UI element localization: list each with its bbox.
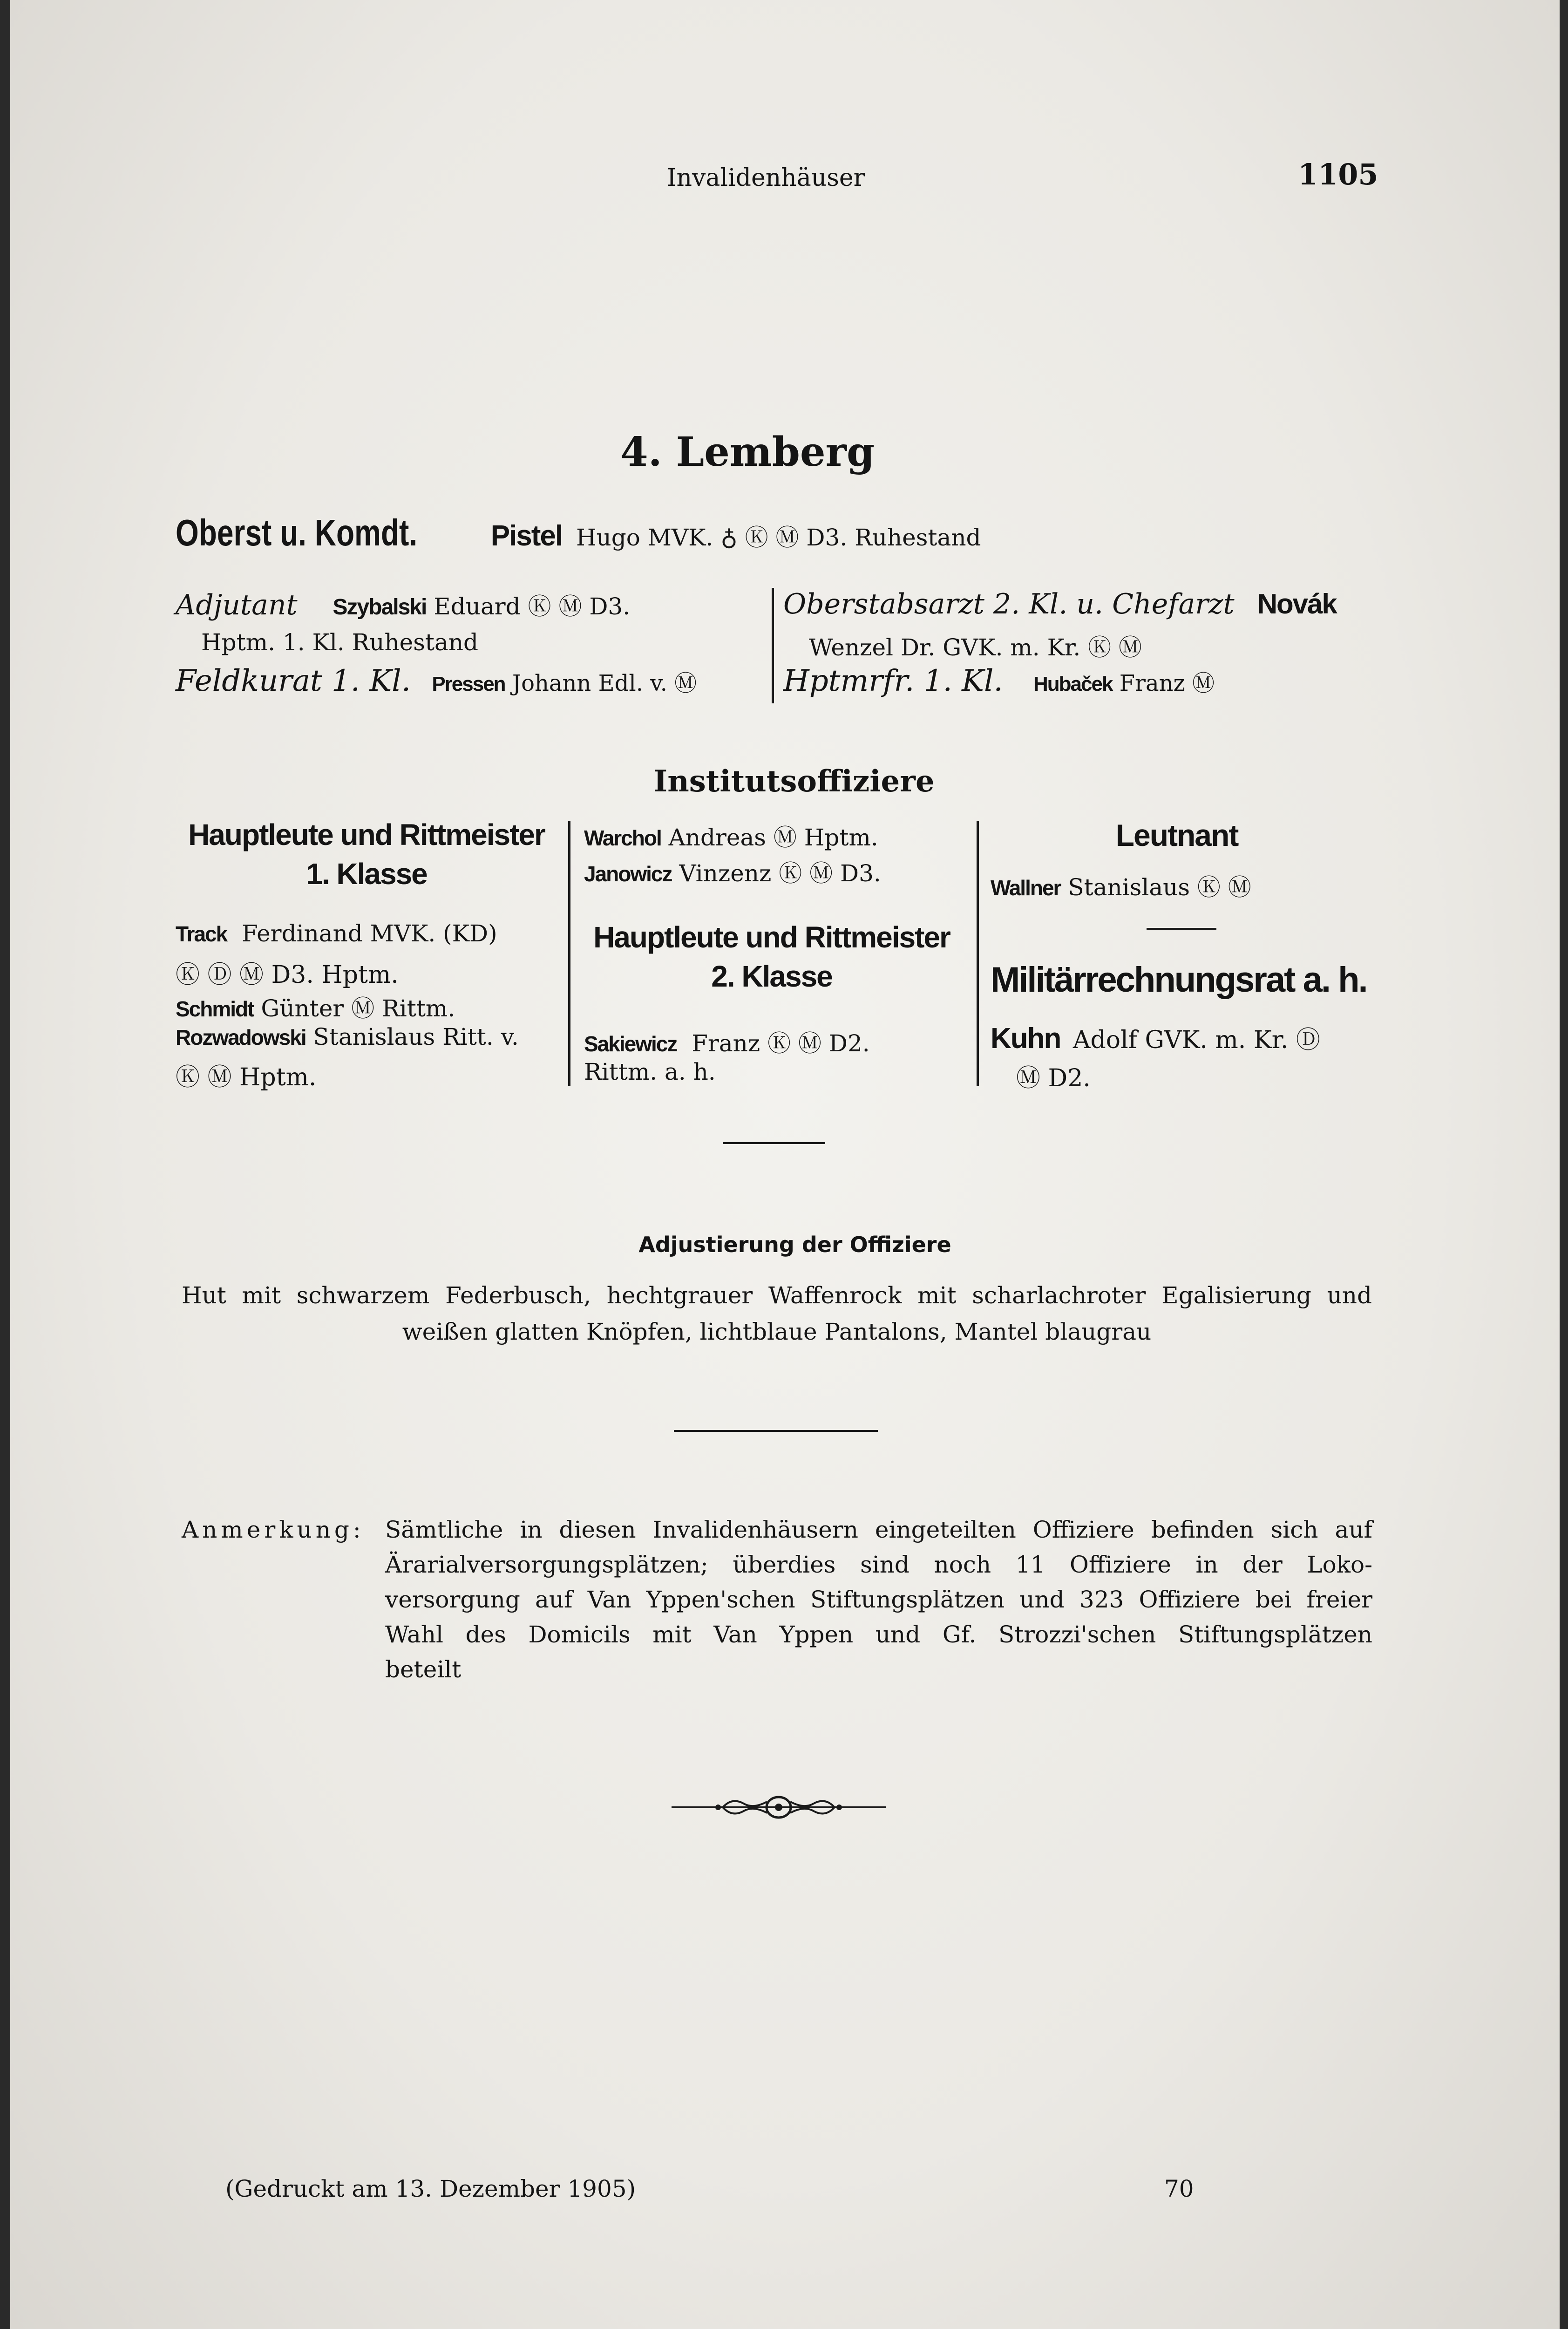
footer-sheet-number: 70 — [1164, 2175, 1194, 2202]
uniform-separator — [674, 1430, 878, 1432]
commander-details: Hugo MVK. ♁ Ⓚ Ⓜ D3. Ruhestand — [576, 524, 981, 551]
col3-entry1 — [991, 869, 1251, 902]
chaplain-entry — [176, 664, 697, 698]
col2-entry2-surname: Janowicz — [584, 862, 672, 886]
page-number: 1105 — [1298, 157, 1378, 191]
adjutant-line2: Hptm. 1. Kl. Ruhestand — [201, 629, 479, 656]
column-divider-1 — [568, 821, 570, 1086]
col3-entry1-details: Stanislaus Ⓚ Ⓜ — [1068, 874, 1251, 901]
col3-heading: Leutnant — [1115, 818, 1238, 852]
chaplain-details: Johann Edl. v. Ⓜ — [512, 670, 697, 696]
col2-heading — [576, 920, 967, 994]
footer-printed: (Gedruckt am 13. Dezember 1905) — [225, 2175, 636, 2202]
col1-entry1-surname: Track — [176, 922, 227, 946]
section-separator — [723, 1142, 825, 1144]
running-header-title: Invalidenhäuser — [667, 164, 865, 192]
staff-divider — [772, 588, 774, 703]
col1-entry1-line2: Ⓚ Ⓓ Ⓜ D3. Hptm. — [176, 961, 399, 989]
section-title: 4. Lemberg — [620, 429, 875, 476]
note-line3: versorgung auf Van Yppen'schen Stiftungsplätzen und 323 Offiziere bei freier — [385, 1586, 1372, 1613]
commander-surname: Pistel — [490, 520, 563, 552]
col1-heading — [176, 817, 557, 891]
col3-entry1-surname: Wallner — [991, 876, 1061, 900]
pharmacist-role: Hptmrfr. 1. Kl. — [783, 664, 1003, 698]
chaplain-role: Feldkurat 1. Kl. — [176, 664, 411, 698]
col2-entry3-surname: Sakiewicz — [584, 1032, 677, 1056]
col2-entry1 — [584, 819, 878, 852]
col3-entry2 — [991, 1020, 1320, 1055]
col3-entry2-details: Adolf GVK. m. Kr. Ⓓ — [1072, 1026, 1320, 1054]
adjutant-surname: Szybalski — [333, 595, 427, 620]
col2-heading-line2: 2. Klasse — [711, 960, 832, 993]
col1-entry2-details: Günter Ⓜ Rittm. — [261, 995, 455, 1022]
doctor-role: Oberstabsarzt 2. Kl. u. Chefarzt — [783, 588, 1235, 620]
note-line2: Ärarialversorgungsplätzen; überdies sind noch 11 Offiziere in der Loko- — [385, 1551, 1372, 1578]
note-line4: Wahl des Domicils mit Van Yppen und Gf. Strozzi'schen Stiftungsplätzen — [385, 1621, 1372, 1648]
note-label: Anmerkung: — [182, 1516, 365, 1543]
chaplain-surname: Pressen — [432, 673, 505, 695]
commander-rank: Oberst u. Komdt. — [176, 512, 418, 553]
col2-entry3-line2: Rittm. a. h. — [584, 1058, 716, 1085]
institute-officers-title: Institutsoffiziere — [653, 764, 935, 799]
doctor-line2: Wenzel Dr. GVK. m. Kr. Ⓚ Ⓜ — [809, 634, 1142, 661]
col3-separator — [1147, 928, 1216, 930]
note-line1: Sämtliche in diesen Invalidenhäusern eingeteilten Offiziere befinden sich auf — [385, 1516, 1372, 1543]
col3-entry2-surname: Kuhn — [991, 1022, 1061, 1055]
col2-entry2 — [584, 855, 881, 888]
uniform-line2: weißen glatten Knöpfen, lichtblaue Pantalons, Mantel blaugrau — [402, 1318, 1152, 1345]
col1-entry3-line2: Ⓚ Ⓜ Hptm. — [176, 1063, 317, 1091]
uniform-line1: Hut mit schwarzem Federbusch, hechtgrauer Waffenrock mit scharlachroter Egalisierung und — [182, 1282, 1372, 1309]
col2-entry3-details: Franz Ⓚ Ⓜ D2. — [692, 1030, 870, 1057]
adjutant-details: Eduard Ⓚ Ⓜ D3. — [434, 593, 631, 620]
adjutant-role: Adjutant — [176, 589, 298, 621]
col2-entry3 — [584, 1025, 870, 1058]
col3-entry2-line2: Ⓜ D2. — [1016, 1064, 1091, 1092]
col3-heading2: Militärrechnungsrat a. h. — [991, 960, 1367, 1000]
col1-entry1 — [176, 920, 497, 947]
doctor-entry — [783, 588, 1337, 620]
ornament-divider — [672, 1791, 886, 1824]
col2-entry1-details: Andreas Ⓜ Hptm. — [668, 824, 878, 851]
column-divider-2 — [977, 821, 979, 1086]
pharmacist-surname: Hubaček — [1033, 673, 1113, 695]
note-line5: beteilt — [385, 1656, 462, 1683]
col2-heading-line1: Hauptleute und Rittmeister — [593, 920, 950, 954]
col2-entry2-details: Vinzenz Ⓚ Ⓜ D3. — [679, 860, 881, 887]
pharmacist-details: Franz Ⓜ — [1119, 670, 1215, 696]
doctor-surname: Novák — [1257, 588, 1337, 620]
commander-line — [176, 511, 981, 554]
col1-heading-line2: 1. Klasse — [306, 857, 427, 891]
adjutant-entry — [176, 588, 630, 621]
col1-entry3-surname: Rozwadowski — [176, 1025, 306, 1049]
col1-entry2 — [176, 990, 455, 1023]
pharmacist-entry — [783, 664, 1215, 698]
col1-entry3 — [176, 1023, 519, 1050]
col2-entry1-surname: Warchol — [584, 826, 661, 850]
col1-heading-line1: Hauptleute und Rittmeister — [188, 818, 545, 851]
uniform-title: Adjustierung der Offiziere — [638, 1232, 951, 1257]
col1-entry1-details: Ferdinand MVK. (KD) — [242, 920, 497, 947]
col1-entry2-surname: Schmidt — [176, 997, 254, 1021]
col1-entry3-details: Stanislaus Ritt. v. — [313, 1023, 519, 1050]
